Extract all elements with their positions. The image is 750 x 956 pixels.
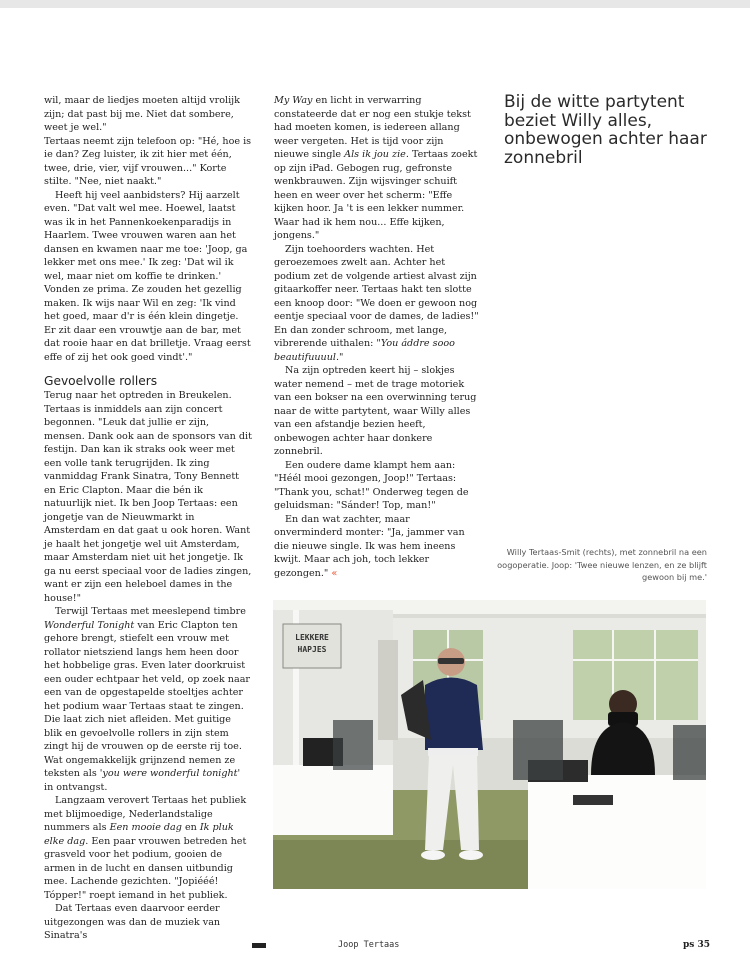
photo xyxy=(273,600,706,889)
footer-article-name: Joop Tertaas xyxy=(338,940,400,950)
page-number: ps 35 xyxy=(683,940,711,950)
subheading: Gevoelvolle rollers xyxy=(44,374,158,388)
paragraph: Heeft hij veel aanbidsters? Hij aarzelt even. "Dat valt wel mee. Hoewel, laatst was ik in het Pannenkoekenparadijs in Haarlem. Twee vrouwen waren aan het dansen en kwamen naar me toe: 'Joop, ga lekker met ons mee.' Ik zeg: 'Dat wil ik wel, maar niet om koffie te drinken.' Vonden ze prima. Ze zouden het gezellig maken. Ik wijs naar Wil en zeg: 'Ik vind het goed, maar d'r is één klein dingetje. Er zit daar een vrouwtje aan de bar, met dat rooie haar en dat brilletje. Vraag eerst effe of zij het ook goed vindt'." xyxy=(44,189,251,363)
end-mark: « xyxy=(331,567,338,579)
paragraph: Langzaam verovert Tertaas het publiek met blijmoedige, Nederlandstalige nummers als Een mooie dag en Ik pluk elke dag. Een paar vrouwen betreden het grasveld voor het podium, gooien de armen in de lucht en dansen uitbundig mee. Lachende gezichten. "Jopiééé! Tópper!" roept iemand in het publiek. xyxy=(44,795,247,901)
paragraph: Tertaas neemt zijn telefoon op: "Hé, hoe is ie dan? Zeg luister, ik zit hier met één, twee, drie, vier, vijf vrouwen..." Korte stilte. "Nee, niet naakt." xyxy=(44,135,252,187)
article-column-1 xyxy=(44,94,252,943)
photo-caption: Willy Tertaas-Smit (rechts), met zonnebril na een oogoperatie. Joop: 'Twee nieuwe lenzen, en ze blijft gewoon bij me.' xyxy=(497,547,707,582)
paragraph: Zijn toehoorders wachten. Het geroezemoes zwelt aan. Achter het podium zet de volgende artiest alvast zijn gitaarkoffer neer. Tertaas hakt ten slotte een knoop door: "We doen er gewoon nog eentje speciaal voor de dames, de ladies!" En dan zonder schroom, met lange, vibrerende uithalen: "You áddre sooo beautifuuuul." xyxy=(274,243,479,363)
photo-illustration xyxy=(273,600,706,889)
footer-mark xyxy=(252,943,266,948)
paragraph: Een oudere dame klampt hem aan: "Héél mooi gezongen, Joop!" Tertaas: "Thank you, schat!" Onderweg tegen de geluidsman: "Sánder! Top, man!" xyxy=(274,459,469,511)
pull-quote: Bij de witte partytent beziet Willy alles, onbewogen achter haar zonnebril xyxy=(504,92,707,168)
paragraph: Terug naar het optreden in Breukelen. Tertaas is inmiddels aan zijn concert begonnen. "Leuk dat jullie er zijn, mensen. Dank ook aan de sponsors van dit festijn. Dan kan ik straks ook weer met een volle tank terugrijden. Ik zing vanmiddag Frank Sinatra, Tony Bennett en Eric Clapton. Maar die bén ik natuurlijk niet. Ik ben Joop Tertaas: een jongetje van de Nieuwmarkt in Amsterdam en dat gaat u ook horen. Want je haalt het jongetje wel uit Amsterdam, maar Amsterdam niet uit het jongetje. Ik ga nu eerst speciaal voor de ladies zingen, want er zijn een heleboel dames in the house!" xyxy=(44,390,252,604)
paragraph: My Way en licht in verwarring constateerde dat er nog een stukje tekst had moeten komen, is iedereen allang weer vergeten. Het is tijd voor zijn nieuwe single Als ik jou zie. Tertaas zoekt op zijn iPad. Gebogen rug, gefronste wenkbrauwen. Zijn wijsvinger schuift heen en weer over het scherm: "Effe kijken hoor. Ja 't is een lekker nummer. Waar had ik hem nou... Effe kijken, jongens." xyxy=(274,95,478,241)
top-bar xyxy=(0,0,750,8)
paragraph: Na zijn optreden keert hij – slokjes water nemend – met de trage motoriek van een bokser na een overwinning terug naar de witte partytent, waar Willy alles van een afstandje bezien heeft, onbewogen achter haar donkere zonnebril. xyxy=(274,365,477,457)
paragraph: Terwijl Tertaas met meeslepend timbre Wonderful Tonight van Eric Clapton ten gehore brengt, stiefelt een vrouw met rollator nietsziend langs hem heen door het hobbelige gras. Even later doorkruist een ouder echtpaar het veld, op zoek naar een van de opgestapelde stoeltjes achter het podium waar Tertaas staat te zingen. Die laat zich niet afleiden. Met guitige blik en gevoelvolle rollers in zijn stem zingt hij de vrouwen op de eerste rij toe. Wat ongemakkelijk grijnzend nemen ze teksten als 'you were wonderful tonight' in ontvangst. xyxy=(44,606,251,793)
sign-text: HAPJES xyxy=(297,645,327,654)
sign-text: LEKKERE xyxy=(295,633,329,642)
paragraph: En dan wat zachter, maar onverminderd monter: "Ja, jammer van die nieuwe single. Ik was hem ineens kwijt. Maar ach joh, toch lekker gezongen." « xyxy=(274,513,465,579)
paragraph: Dat Tertaas even daarvoor eerder uitgezongen was dan de muziek van Sinatra's xyxy=(44,903,221,941)
paragraph: wil, maar de liedjes moeten altijd vrolijk zijn; dat past bij me. Niet dat sombere, weet je wel." xyxy=(44,95,240,133)
article-column-2 xyxy=(274,94,480,580)
